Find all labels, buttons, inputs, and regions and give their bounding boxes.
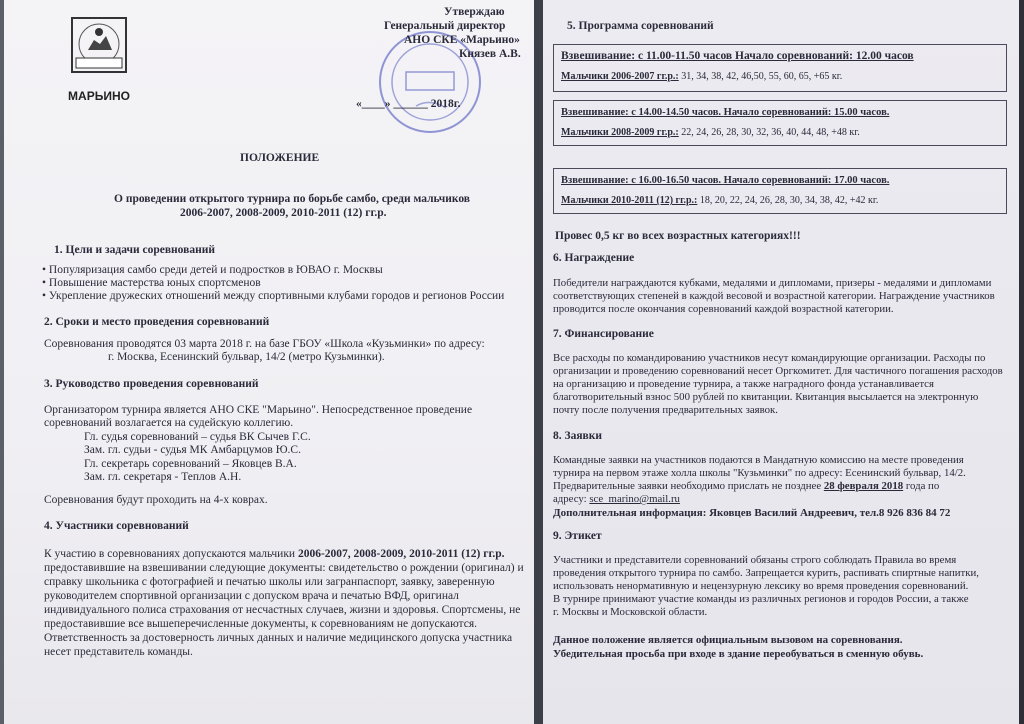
section-9-line: использовать ненормативную и нецензурную лексику во время проведения соревнований.: [553, 580, 969, 592]
section-4-intro: [44, 548, 505, 561]
document-page-left: [4, 0, 534, 724]
section-7-line: на организацию и проведение турнира, а также наградного фонда устанавливается: [553, 378, 934, 390]
section-4-line: индивидуального полиса страхования от несчастных случаев, жизни и здоровья. Спортсмены, не: [44, 604, 521, 616]
section-6-heading: 6. Награждение: [553, 252, 635, 264]
section-8-line: турнира на первом этаже холла школы "Кузьминки" по адресу: Есенинский бульвар, 14/2.: [553, 467, 966, 479]
start-1-text: Начало соревнований: 12.00 часов: [735, 50, 914, 62]
section-7-line: благотворительный взнос 500 рублей по квитанции. Квитанция высылается на электронную: [553, 391, 979, 403]
section-2-heading: 2. Сроки и место проведения соревнований: [44, 316, 270, 328]
section-1-item: • Повышение мастерства юных спортсменов: [42, 277, 261, 289]
judge-line: Гл. секретарь соревнований – Яковцев В.А.: [84, 458, 297, 470]
marino-judo-logo: [54, 10, 144, 110]
section-3-line: Организатором турнира является АНО СКЕ "Марьино". Непосредственное проведение: [44, 404, 473, 416]
section-4-line: предоставившие все вышеперечисленные документы, к соревнованиям не допускаются.: [44, 618, 477, 630]
final-notice-2: Убедительная просьба при входе в здание переобуваться в сменную обувь.: [553, 648, 924, 660]
group-3-label: Мальчики 2010-2011 (12) гг.р.:: [561, 195, 698, 206]
contact-email-link[interactable]: sce_marino@mail.ru: [589, 493, 680, 505]
weigh-in-2: [561, 106, 889, 119]
section-2-line: Соревнования проводятся 03 марта 2018 г. на базе ГБОУ «Школа «Кузьминки» по адресу:: [44, 338, 485, 350]
weigh-in-3-text: Взвешивание: с 16.00-16.50 часов.: [561, 175, 722, 186]
doc-subtitle-2: 2006-2007, 2008-2009, 2010-2011 (12) гг.р.: [180, 207, 387, 219]
weigh-in-2-text: Взвешивание: с 14.00-14.50 часов.: [561, 107, 722, 118]
section-3-heading: 3. Руководство проведения соревнований: [44, 378, 259, 390]
group-1-weights: 31, 34, 38, 42, 46,50, 55, 60, 65, +65 кг.: [678, 71, 843, 82]
section-7-line: организации и проведению соревнований несет Оргкомитет. Для частичного погашения расходов: [553, 365, 1003, 377]
section-1-item: • Укрепление дружеских отношений между спортивными клубами городов и регионов России: [42, 290, 505, 302]
section-4-line: несет представитель команды.: [44, 646, 193, 658]
section-4-line: Ответственность за достоверность личных данных и наличие медицинского допуска участника: [44, 632, 513, 644]
group-2-weights: 22, 24, 26, 28, 30, 32, 36, 40, 44, 48, +48 кг.: [678, 127, 860, 138]
approval-line-1: Утверждаю: [444, 6, 505, 18]
section-3-line: соревнований возлагается на судейскую коллегию.: [44, 417, 294, 429]
section-8-address-line: [553, 493, 680, 506]
section-8-line: Предварительные заявки необходимо прислать не позднее: [553, 480, 824, 492]
section-7-line: Все расходы по командированию участников несут командирующие организации. Расходы по: [553, 352, 986, 364]
section-4-line: руководителем спортивной организации с допуском врача и печатью ВФД, оригинал: [44, 590, 459, 602]
document-page-right: [543, 0, 1019, 724]
section-8-heading: 8. Заявки: [553, 430, 603, 442]
logo-text: МАРЬИНО: [68, 89, 130, 103]
approval-line-2: Генеральный директор: [384, 20, 506, 32]
section-1-item: • Популяризация самбо среди детей и подростков в ЮВАО г. Москвы: [42, 264, 383, 276]
section-4-heading: 4. Участники соревнований: [44, 520, 189, 532]
approval-date: «____» ______ 2018г.: [356, 98, 461, 110]
doc-subtitle-1: О проведении открытого турнира по борьбе самбо, среди мальчиков: [114, 193, 470, 205]
start-3-text: Начало соревнований: 17.00 часов.: [723, 175, 890, 186]
group-2-label: Мальчики 2008-2009 гг.р.:: [561, 127, 679, 138]
judge-line: Зам. гл. секретаря - Теплов А.Н.: [84, 471, 242, 483]
judge-line: Гл. судья соревнований – судья ВК Сычев Г.С.: [84, 431, 311, 443]
section-8-deadline-line: [553, 480, 939, 493]
weight-allowance-note: Провес 0,5 кг во всех возрастных категориях!!!: [555, 230, 801, 242]
section-4-line: справку школьника с фотографией и печатью школы или загранпаспорт, заявку, заверенную: [44, 576, 495, 588]
section-4-line: предоставившие на взвешивании следующие документы: свидетельство о рождении (оригинал) и: [44, 562, 524, 574]
mats-line: Соревнования будут проходить на 4-х коврах.: [44, 494, 268, 506]
section-9-line: В турнире принимают участие команды из различных регионов и городов России, а также: [553, 593, 969, 605]
start-2-text: Начало соревнований: 15.00 часов.: [723, 107, 890, 118]
group-1-label: Мальчики 2006-2007 гг.р.:: [561, 71, 679, 82]
final-notice-1: Данное положение является официальным вызовом на соревнования.: [553, 634, 903, 646]
section-9-line: Участники и представители соревнований обязаны строго соблюдать Правила во время: [553, 554, 957, 566]
section-4-intro-years: 2006-2007, 2008-2009, 2010-2011 (12) гг.р.: [297, 548, 505, 560]
section-5-heading: 5. Программа соревнований: [567, 20, 714, 32]
group-1: [561, 70, 842, 83]
section-7-line: почту после получения предварительных заявок.: [553, 404, 778, 416]
weigh-in-1: [561, 50, 914, 63]
group-3: [561, 194, 878, 207]
section-6-line: проводится после окончания соревнований каждой возрастной категории.: [553, 303, 894, 315]
section-4-intro-text: К участию в соревнованиях допускаются мальчики: [44, 548, 298, 560]
section-6-line: соответствующих степеней в каждой весовой и возрастной категории. Награждение участников: [553, 290, 995, 302]
group-2: [561, 126, 860, 139]
deadline-tail: года по: [903, 480, 940, 492]
section-9-heading: 9. Этикет: [553, 530, 602, 542]
section-8-line: Командные заявки на участников подаются в Мандатную комиссию на месте проведения: [553, 454, 964, 466]
judge-line: Зам. гл. судьи - судья МК Амбарцумов Ю.С.: [84, 444, 301, 456]
section-7-heading: 7. Финансирование: [553, 328, 654, 340]
address-label: адресу:: [553, 493, 590, 505]
weigh-in-3: [561, 174, 889, 187]
section-9-line: г. Москвы и Московской области.: [553, 606, 708, 618]
approval-line-4: Князев А.В.: [459, 48, 521, 60]
extra-info: Дополнительная информация: Яковцев Василий Андреевич, тел.8 926 836 84 72: [553, 507, 951, 519]
section-1-heading: 1. Цели и задачи соревнований: [54, 244, 215, 256]
section-6-line: Победители награждаются кубками, медалями и дипломами, призеры - медалями и дипломами: [553, 277, 992, 289]
weigh-in-1-text: Взвешивание: с 11.00-11.50 часов: [561, 50, 733, 62]
doc-title: ПОЛОЖЕНИЕ: [240, 152, 320, 164]
approval-line-3: АНО СКЕ «Марьино»: [404, 34, 520, 46]
deadline-date: 28 февраля 2018: [823, 480, 904, 492]
section-2-line: г. Москва, Есенинский бульвар, 14/2 (метро Кузьминки).: [108, 351, 385, 363]
section-9-line: проведения открытого турнира по самбо. Запрещается курить, распивать спиртные напитки,: [553, 567, 979, 579]
group-3-weights: 18, 20, 22, 24, 26, 28, 30, 34, 38, 42, +42 кг.: [697, 195, 879, 206]
